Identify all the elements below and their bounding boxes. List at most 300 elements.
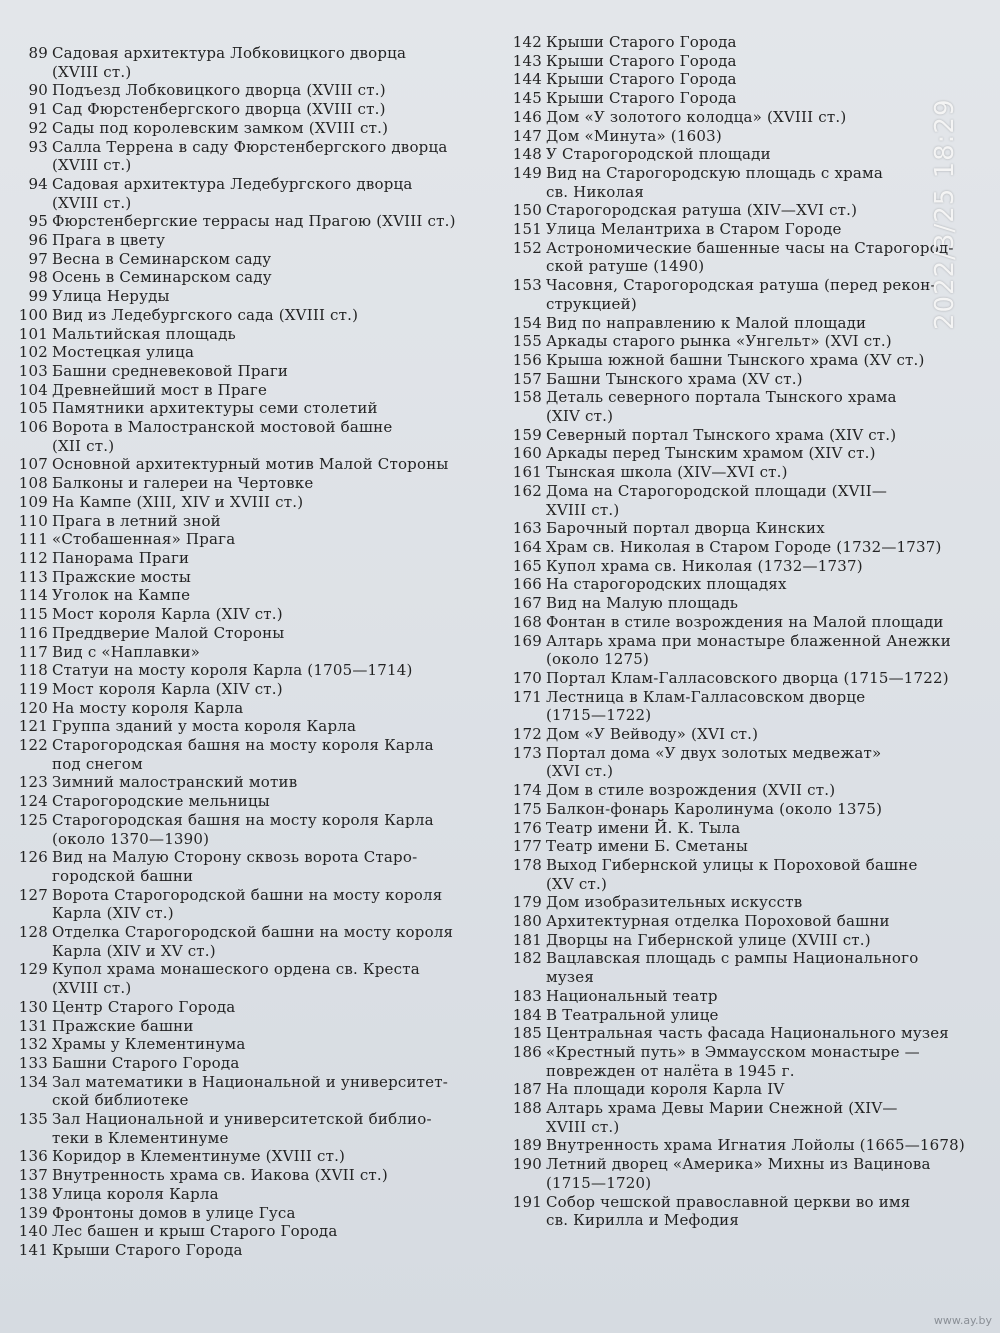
item-title: Ворота в Малостранской мостовой башне (XII ст.) [52,418,393,455]
list-item [508,52,978,71]
item-title: Салла Террена в саду Фюрстенбергского дворца (XVIII ст.) [52,137,448,175]
item-number: 183 [512,986,542,1005]
item-title: Вид с «Наплавки» [52,642,201,661]
item-title: Сад Фюрстенбергского дворца (XVIII ст.) [52,100,386,119]
item-title: Лестница в Клам-Галласовском дворце (1715—1722) [546,687,866,725]
list-item [508,370,978,389]
item-title: Храм св. Николая в Старом Городе (1732—1737) [546,537,942,556]
item-number: 112 [18,548,48,567]
list-item [18,1166,488,1185]
list-item [508,145,978,164]
item-title: Центр Старого Города [52,997,236,1016]
list-item [508,164,978,201]
list-item [508,1043,978,1080]
list-item [18,1204,488,1223]
item-number: 162 [512,481,542,500]
item-title: Тынская школа (XIV—XVI ст.) [546,463,788,482]
list-item [18,212,488,231]
list-item [508,482,978,519]
item-number: 164 [512,537,542,556]
list-item [18,886,488,923]
item-number: 117 [18,642,48,661]
list-item [18,624,488,643]
item-number: 169 [512,631,542,650]
item-number: 140 [18,1222,48,1241]
list-item [508,426,978,445]
item-number: 130 [18,997,48,1016]
item-title: Садовая архитектура Лобковицкого дворца (XVIII ст.) [52,44,407,81]
list-item [508,463,978,482]
item-title: Театр имени Й. К. Тыла [546,818,741,837]
list-item [18,81,488,100]
item-title: Мост короля Карла (XIV ст.) [52,679,283,698]
item-title: Храмы у Клементинума [52,1035,246,1054]
list-item [18,1017,488,1036]
item-title: Садовая архитектура Ледебургского дворца (XVIII ст.) [52,174,413,212]
item-title: Внутренность храма св. Иакова (XVII ст.) [52,1166,388,1185]
list-item [508,575,978,594]
item-number: 98 [28,268,48,287]
item-title: Крыши Старого Города [52,1241,243,1259]
item-title: Подъезд Лобковицкого дворца (XVIII ст.) [52,81,386,100]
item-number: 173 [512,743,542,762]
item-title: На площади короля Карла IV [546,1080,785,1099]
list-item [18,268,488,287]
item-number: 155 [512,332,542,351]
item-number: 168 [512,612,542,631]
list-item [508,725,978,744]
item-number: 160 [512,444,542,463]
list-item [508,239,978,276]
list-item [508,557,978,576]
item-number: 152 [512,238,542,257]
list-item [18,325,488,344]
list-item [508,1080,978,1099]
item-title: Собор чешской православной церкви во имя св. Кирилла и Мефодия [546,1192,911,1230]
item-title: Уголок на Кампе [52,586,191,605]
list-item [18,343,488,362]
photo-timestamp: 2022/3/25 18:29 [930,98,960,330]
item-number: 161 [512,463,542,482]
item-title: Пражские мосты [52,567,191,586]
item-title: В Театральной улице [546,1005,719,1024]
item-title: Улица Мелантриха в Старом Городе [546,220,842,239]
list-item [18,175,488,212]
item-title: Основной архитектурный мотив Малой Стороны [52,455,449,474]
list-item [18,100,488,119]
item-title: Дом в стиле возрождения (XVII ст.) [546,781,836,800]
item-title: Ворота Старогородской башни на мосту короля Карла (XIV ст.) [52,885,443,923]
item-number: 89 [28,44,48,62]
item-title: Северный портал Тынского храма (XIV ст.) [546,425,897,444]
list-item [18,1241,488,1260]
list-item [18,306,488,325]
list-item [18,287,488,306]
item-title: Улица Неруды [52,287,170,306]
item-number: 156 [512,350,542,369]
item-number: 119 [18,679,48,698]
list-item [18,549,488,568]
item-title: Весна в Семинарском саду [52,249,272,268]
list-item [508,931,978,950]
item-title: Прага в летний зной [52,511,221,530]
list-item [508,538,978,557]
item-title: Пражские башни [52,1016,194,1035]
item-title: Купол храма монашеского ордена св. Креста (XVIII ст.) [52,960,420,998]
item-number: 93 [28,137,48,156]
item-title: Алтарь храма Девы Марии Снежной (XIV— XVIII ст.) [546,1099,898,1136]
item-title: Дом изобразительных искусств [546,893,803,912]
list-item [18,512,488,531]
item-number: 171 [512,687,542,706]
item-number: 139 [18,1203,48,1222]
item-title: Крыши Старого Города [546,51,737,70]
item-title: Портал Клам-Галласовского дворца (1715—1722) [546,668,949,687]
item-number: 97 [28,249,48,268]
item-number: 149 [512,163,542,182]
list-item [18,399,488,418]
list-item [508,613,978,632]
item-number: 137 [18,1166,48,1185]
item-number: 91 [28,100,48,119]
item-title: Аркады старого рынка «Унгельт» (XVI ст.) [546,332,892,351]
list-item [508,108,978,127]
list-item [18,661,488,680]
item-number: 191 [512,1192,542,1211]
item-title: Прага в цвету [52,231,166,250]
item-title: Дворцы на Гибернской улице (XVIII ст.) [546,930,871,949]
item-title: Лес башен и крыш Старого Города [52,1222,338,1241]
item-title: На мосту короля Карла [52,698,244,717]
item-number: 114 [18,586,48,605]
item-number: 186 [512,1042,542,1061]
item-number: 147 [512,126,542,145]
list-item [18,1222,488,1241]
item-title: Зал математики в Национальной и университет- ской библиотеке [52,1072,449,1110]
item-number: 135 [18,1110,48,1129]
item-title: Вид на Малую Сторону сквозь ворота Старо- городской башни [52,848,418,885]
item-title: Летний дворец «Америка» Михны из Вацинова (1715—1720) [546,1155,931,1192]
list-item [508,744,978,781]
item-number: 177 [512,837,542,856]
list-item [18,643,488,662]
item-number: 92 [28,118,48,137]
list-item [18,1054,488,1073]
item-title: Вид из Ледебургского сада (XVIII ст.) [52,305,359,324]
item-title: Портал дома «У двух золотых медвежат» (XVI ст.) [546,743,882,781]
list-item [18,530,488,549]
list-item [508,1155,978,1192]
item-number: 174 [512,781,542,800]
list-item [18,586,488,605]
item-title: Коридор в Клементинуме (XVIII ст.) [52,1147,346,1166]
list-item [18,474,488,493]
list-item [508,912,978,931]
item-number: 103 [18,361,48,380]
item-number: 133 [18,1053,48,1072]
item-number: 176 [512,818,542,837]
item-title: Фонтан в стиле возрождения на Малой площади [546,612,944,631]
item-number: 123 [18,773,48,792]
item-number: 90 [28,81,48,100]
list-item [18,998,488,1017]
item-number: 181 [512,930,542,949]
list-item [508,632,978,669]
list-item [508,781,978,800]
list-item [508,220,978,239]
list-item [508,201,978,220]
item-number: 129 [18,960,48,979]
item-title: Алтарь храма при монастыре блаженной Анежки (около 1275) [546,631,951,669]
item-number: 131 [18,1016,48,1035]
item-title: Дом «У Вейводу» (XVI ст.) [546,725,759,744]
left-column [18,44,488,1260]
item-title: Дома на Старогородской площади (XVII— XVIII ст.) [546,481,888,519]
item-number: 148 [512,145,542,164]
item-number: 188 [512,1099,542,1118]
item-title: «Крестный путь» в Эммаусском монастыре — поврежден от налёта в 1945 г. [546,1042,920,1080]
item-number: 185 [512,1024,542,1043]
item-number: 151 [512,220,542,239]
item-number: 107 [18,455,48,474]
list-item [18,960,488,997]
item-title: Архитектурная отделка Пороховой башни [546,912,890,931]
item-number: 125 [18,810,48,829]
item-title: Часовня, Старогородская ратуша (перед рекон- струкцией) [546,276,936,313]
item-number: 100 [18,305,48,324]
item-title: Национальный театр [546,986,718,1005]
list-item [508,1136,978,1155]
list-item [18,1035,488,1054]
item-number: 116 [18,623,48,642]
list-item [18,119,488,138]
item-number: 189 [512,1136,542,1155]
list-item [18,455,488,474]
item-title: Центральная часть фасада Национального музея [546,1024,949,1043]
item-title: Балкон-фонарь Каролинума (около 1375) [546,799,883,818]
item-title: У Старогородской площади [546,145,771,164]
item-number: 178 [512,855,542,874]
item-title: Выход Гибернской улицы к Пороховой башне (XV ст.) [546,855,918,893]
item-number: 182 [512,949,542,968]
item-number: 124 [18,792,48,811]
item-title: Дом «У золотого колодца» (XVIII ст.) [546,107,847,126]
item-number: 175 [512,799,542,818]
list-item [508,893,978,912]
item-title: Крыши Старого Города [546,70,737,89]
item-number: 144 [512,70,542,89]
list-item [508,669,978,688]
item-title: Барочный портал дворца Кинских [546,519,825,538]
item-number: 111 [18,530,48,549]
item-number: 172 [512,725,542,744]
item-number: 187 [512,1080,542,1099]
item-title: Башни средневековой Праги [52,361,289,380]
item-title: Деталь северного портала Тынского храма (XIV ст.) [546,388,897,426]
item-number: 118 [18,661,48,680]
item-title: Мост короля Карла (XIV ст.) [52,605,283,624]
item-title: Преддверие Малой Стороны [52,623,285,642]
item-title: Древнейший мост в Праге [52,380,268,399]
item-title: Панорама Праги [52,548,190,567]
item-title: Мальтийская площадь [52,324,236,343]
item-number: 138 [18,1184,48,1203]
item-number: 159 [512,425,542,444]
item-title: Старогородские мельницы [52,792,270,811]
list-item [18,848,488,885]
item-number: 142 [512,33,542,51]
item-number: 134 [18,1072,48,1091]
list-item [18,493,488,512]
item-title: Отделка Старогородской башни на мосту короля Карла (XIV и XV ст.) [52,923,454,960]
item-title: Зимний малостранский мотив [52,773,298,792]
list-item [508,33,978,52]
list-item [508,276,978,313]
item-title: Астрономические башенные часы на Старогород- ской ратуше (1490) [546,238,954,276]
list-item [508,594,978,613]
item-number: 105 [18,399,48,418]
item-title: Зал Национальной и университетской библио- теки в Клементинуме [52,1110,432,1147]
list-item [18,1147,488,1166]
item-number: 184 [512,1005,542,1024]
list-item [508,1193,978,1230]
item-number: 136 [18,1147,48,1166]
item-number: 99 [28,287,48,306]
item-title: Крыши Старого Города [546,89,737,108]
item-title: Башни Тынского храма (XV ст.) [546,369,803,388]
item-title: Старогородская башня на мосту короля Карла (около 1370—1390) [52,810,434,848]
item-title: Балконы и галереи на Чертовке [52,474,314,493]
item-number: 132 [18,1035,48,1054]
item-title: На старогородских площадях [546,575,787,594]
list-item [508,1006,978,1025]
item-number: 101 [18,324,48,343]
item-number: 143 [512,51,542,70]
item-title: Аркады перед Тынским храмом (XIV ст.) [546,444,876,463]
list-item [508,127,978,146]
list-item [508,89,978,108]
list-item [508,1024,978,1043]
list-item [508,332,978,351]
item-title: Статуи на мосту короля Карла (1705—1714) [52,661,413,680]
list-item [18,250,488,269]
item-number: 104 [18,380,48,399]
item-number: 150 [512,201,542,220]
item-number: 102 [18,343,48,362]
item-number: 94 [28,174,48,193]
item-title: Крыша южной башни Тынского храма (XV ст.) [546,350,925,369]
item-title: Памятники архитектуры семи столетий [52,399,378,418]
item-number: 166 [512,575,542,594]
item-number: 96 [28,231,48,250]
list-item [18,1073,488,1110]
list-item [508,388,978,425]
item-number: 141 [18,1241,48,1259]
item-number: 121 [18,717,48,736]
item-number: 110 [18,511,48,530]
watermark: www.ay.by [933,1314,992,1327]
list-item [508,1099,978,1136]
list-item [18,717,488,736]
item-title: Внутренность храма Игнатия Лойолы (1665—1678) [546,1136,965,1155]
item-number: 158 [512,388,542,407]
item-title: Фюрстенбергские террасы над Прагою (XVIII ст.) [52,212,456,231]
item-title: Сады под королевским замком (XVIII ст.) [52,118,389,137]
item-number: 106 [18,418,48,437]
list-item [508,351,978,370]
right-column [508,33,978,1230]
item-number: 179 [512,893,542,912]
item-number: 167 [512,594,542,613]
list-item [18,1110,488,1147]
item-title: Старогородская башня на мосту короля Карла под снегом [52,736,434,773]
item-title: Вид по направлению к Малой площади [546,313,867,332]
list-item [18,773,488,792]
item-title: Фронтоны домов в улице Гуса [52,1203,296,1222]
item-number: 153 [512,276,542,295]
item-number: 115 [18,605,48,624]
item-number: 165 [512,556,542,575]
list-item [508,949,978,986]
item-title: Дом «Минута» (1603) [546,126,722,145]
list-item [18,699,488,718]
item-number: 109 [18,492,48,511]
list-item [18,138,488,175]
list-item [508,837,978,856]
list-item [18,418,488,455]
list-item [508,987,978,1006]
item-number: 120 [18,698,48,717]
list-item [18,231,488,250]
list-item [18,811,488,848]
item-number: 113 [18,567,48,586]
list-item [508,819,978,838]
item-title: Театр имени Б. Сметаны [546,837,748,856]
item-number: 122 [18,736,48,755]
list-item [18,568,488,587]
list-item [508,314,978,333]
item-number: 128 [18,923,48,942]
list-item [18,362,488,381]
item-title: Башни Старого Города [52,1053,240,1072]
item-title: Крыши Старого Города [546,33,737,51]
list-item [508,70,978,89]
list-item [508,444,978,463]
item-number: 157 [512,369,542,388]
item-title: Группа зданий у моста короля Карла [52,717,357,736]
list-item [508,856,978,893]
list-item [508,519,978,538]
item-number: 127 [18,885,48,904]
list-item [18,923,488,960]
item-number: 108 [18,474,48,493]
item-title: Осень в Семинарском саду [52,268,272,287]
item-title: Вацлавская площадь с рампы Национального музея [546,949,919,987]
list-item [18,381,488,400]
list-item [18,605,488,624]
list-item [18,1185,488,1204]
list-item [508,688,978,725]
item-number: 145 [512,89,542,108]
item-number: 126 [18,848,48,867]
item-title: «Стобашенная» Прага [52,530,236,549]
list-item [18,736,488,773]
item-number: 190 [512,1155,542,1174]
item-number: 170 [512,668,542,687]
item-title: Вид на Старогородскую площадь с храма св. Николая [546,163,884,201]
item-title: На Кампе (XIII, XIV и XVIII ст.) [52,492,304,511]
list-item [508,800,978,819]
